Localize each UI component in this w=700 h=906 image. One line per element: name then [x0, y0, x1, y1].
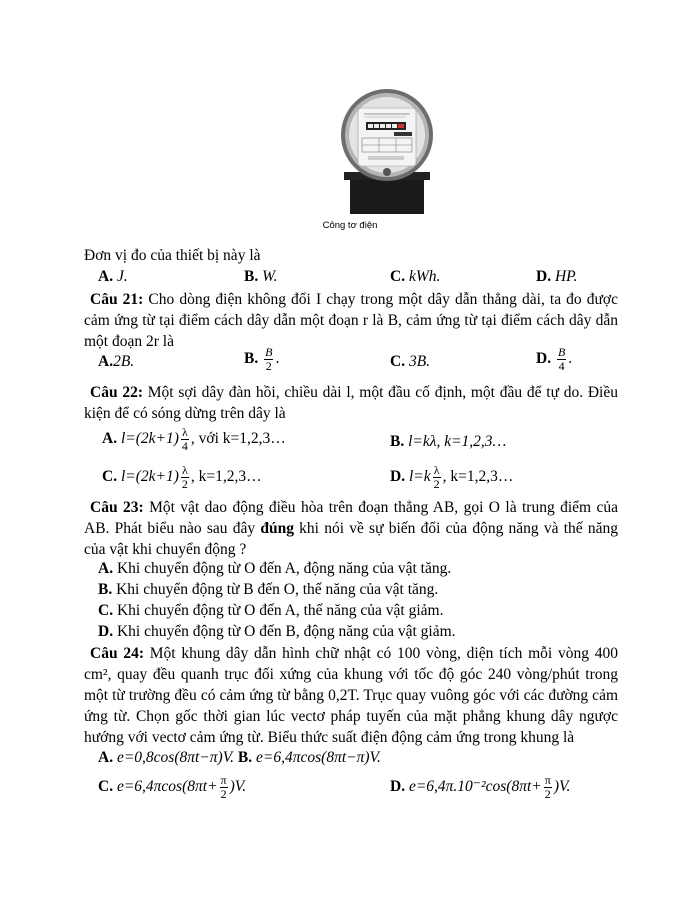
q21-stem [84, 289, 618, 352]
figure-caption: Công tơ điện [322, 220, 378, 231]
q24-option-a: A. e=0,8cos(8πt−π)V. [98, 749, 235, 766]
q21-stem-text: Cho dòng điện không đổi I chạy trong một dây dẫn thẳng dài, ta đo được cảm ứng từ tại điểm cách dây dẫn một đoạn r là B, cảm ứng từ tại điểm cách dây dẫn một đoạn 2r là [84, 291, 618, 350]
q22-option-b: B. l=kλ, k=1,2,3… [390, 433, 507, 450]
q20-option-b: B. W. [244, 268, 278, 285]
q22-option-c: C. l=(2k+1) $\frac{\lambda}{2}$ , k=1,2,3… [102, 463, 262, 491]
q21-option-c: C. 3B. [390, 353, 431, 370]
q22-options-row2 [84, 464, 618, 494]
q21-option-a: A.2B. [98, 353, 135, 370]
electric-meter-image [336, 88, 438, 216]
q24-option-d: D. e=6,4π.10⁻²cos(8πt+ $\frac{\pi}{2}$ )V. [390, 773, 571, 801]
q22-stem-text: Một sợi dây đàn hồi, chiều dài l, một đầu cố định, một đầu để tự do. Điều kiện để có sóng dừng trên dây là [84, 384, 618, 422]
q22-option-d: D. l=k $\frac{\lambda}{2}$ , k=1,2,3… [390, 463, 514, 491]
q22-stem [84, 382, 618, 424]
q24-options-row1 [98, 748, 381, 768]
q23-option-d: D. Khi chuyển động từ O đến B, động năng của vật giảm. [98, 623, 456, 640]
q23-stem: Câu 23: Một vật dao động điều hòa trên đoạn thẳng AB, gọi O là trung điểm của AB. Phát biểu nào sau đây đúng khi nói về sự biến đổi của động năng và thế năng của vật khi chuyển động ? [84, 499, 619, 558]
q24-label: Câu 24: [90, 645, 144, 662]
q23-keyword: đúng [260, 520, 294, 537]
q21-label: Câu 21: [90, 291, 144, 308]
q24-stem [84, 643, 618, 748]
q20-option-c: C. kWh. [390, 268, 441, 285]
q20-stem: Đơn vị đo của thiết bị này là [84, 247, 261, 264]
q22-options-row1 [84, 426, 618, 456]
q23-option-c: C. Khi chuyển động từ O đến A, thế năng của vật giảm. [98, 602, 444, 619]
q21-option-b: B. $\frac{B}{2}$ . [244, 345, 280, 373]
q23-option-a: A. Khi chuyển động từ O đến A, động năng của vật tăng. [98, 560, 452, 577]
q23-label: Câu 23: [90, 499, 144, 516]
q24-options-row2 [84, 770, 618, 806]
q20-option-d: D. HP. [536, 268, 578, 285]
q24-stem-text: Một khung dây dẫn hình chữ nhật có 100 vòng, diện tích mỗi vòng 400 cm², quay đều quanh trục đối xứng của khung với tốc độ góc 240 vòng/phút trong một từ trường đều có cảm ứng từ bằng 0,2T. Trục quay vuông góc với các đường cảm ứng từ. Chọn gốc thời gian lúc vectơ pháp tuyến của mặt phẳng khung dây ngược hướng với vectơ cảm ứng từ. Biểu thức suất điện động cảm ứng trong khung là [84, 645, 618, 746]
q22-option-a: A. l=(2k+1) $\frac{\lambda}{4}$ , với k=1,2,3… [102, 425, 286, 453]
q21-options [84, 346, 618, 376]
q22-label: Câu 22: [90, 384, 143, 401]
q21-option-d: D. $\frac{B}{4}$ . [536, 345, 573, 373]
q24-option-b: B. e=6,4πcos(8πt−π)V. [237, 749, 381, 766]
q20-option-a: A. J. [98, 268, 128, 285]
q23-option-b: B. Khi chuyển động từ B đến O, thế năng của vật tăng. [98, 581, 439, 598]
q24-option-c: C. e=6,4πcos(8πt+ $\frac{\pi}{2}$ )V. [98, 773, 247, 801]
